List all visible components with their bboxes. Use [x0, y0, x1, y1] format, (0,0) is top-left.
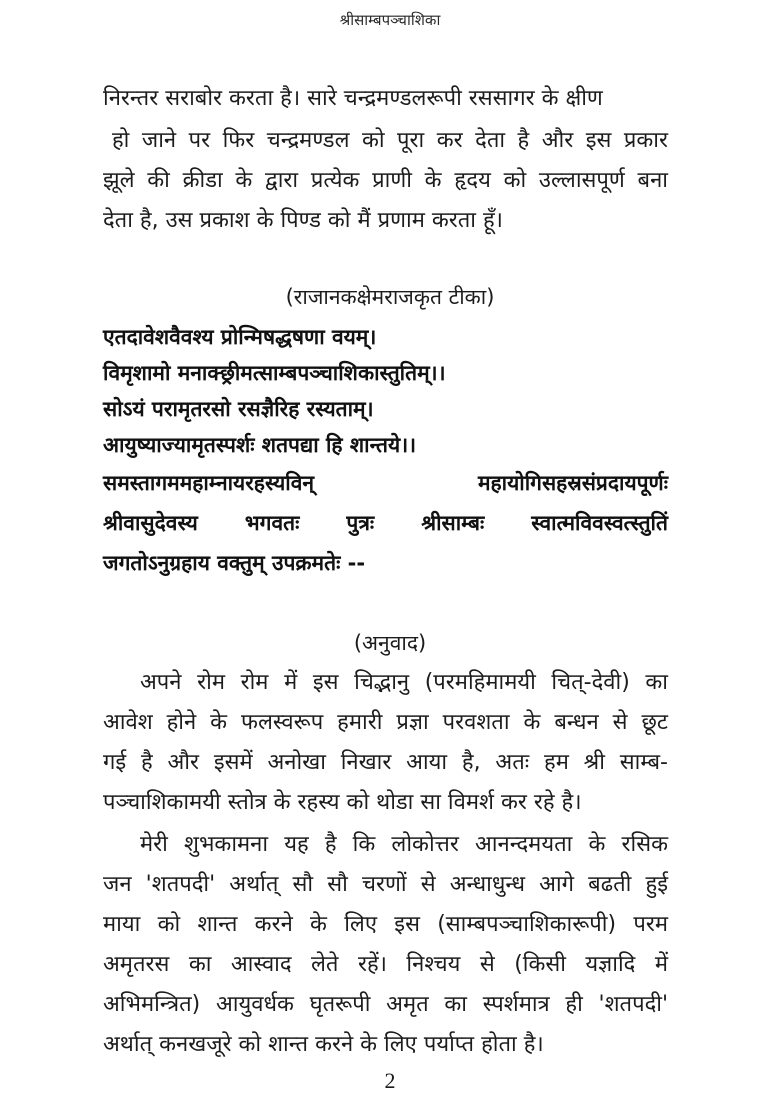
prose-line: श्रीवासुदेवस्य भगवतः पुत्रः श्रीसाम्बः स्वात्मविवस्वत्स्तुतिं [103, 511, 668, 535]
running-head: श्रीसाम्बपञ्चाशिका [339, 11, 441, 29]
text-line: निरन्तर सराबोर करता है। सारे चन्द्रमण्डलरूपी रससागर के क्षीण [103, 86, 603, 111]
text-line: हो जाने पर फिर चन्द्रमण्डल को पूरा कर देता है और इस प्रकार [112, 128, 668, 153]
text-line: अभिमन्त्रित) आयुवर्धक घृतरूपी अमृत का स्पर्शमात्र ही 'शतपदी' [103, 992, 668, 1017]
text-line: अमृतरस का आस्वाद लेते रहें। निश्चय से (किसी यज्ञादि में [103, 952, 668, 977]
text-line: मेरी शुभकामना यह है कि लोकोत्तर आनन्दमयता के रसिक [140, 832, 668, 857]
verse-line: एतदावेशवैवश्य प्रोन्मिषद्धषणा वयम्। [103, 325, 377, 349]
text-line: देता है, उस प्रकाश के पिण्ड को मैं प्रणाम करता हूँ। [103, 208, 504, 233]
text-line: अपने रोम रोम में इस चिद्भानु (परमहिमामयी चित्-देवी) का [140, 670, 668, 695]
page-number: 2 [384, 1068, 396, 1093]
verse-line: सोऽयं परामृतरसो रसज्ञैरिह रस्यताम्। [103, 397, 374, 421]
text-line: गई है और इसमें अनोखा निखार आया है, अतः हम श्री साम्ब- [103, 750, 668, 775]
verse-line: विमृशामो मनाक्छ्रीमत्साम्बपञ्चाशिकास्तुतिम्।। [103, 361, 446, 385]
text-line: अर्थात् कनखजूरे को शान्त करने के लिए पर्याप्त होता है। [103, 1032, 544, 1057]
text-line: झूले की क्रीडा के द्वारा प्रत्येक प्राणी के हृदय को उल्लासपूर्ण बना [103, 168, 668, 193]
translation-heading: (अनुवाद) [353, 631, 427, 655]
verse-line: आयुष्याज्यामृतस्पर्शः शतपद्या हि शान्तये।। [103, 433, 417, 457]
text-line: आवेश होने के फलस्वरूप हमारी प्रज्ञा परवशता के बन्धन से छूट [103, 710, 668, 735]
text-line: जन 'शतपदी' अर्थात् सौ सौ चरणों से अन्धाधुन्ध आगे बढती हुई [103, 872, 668, 897]
prose-line: समस्तागममहाम्नायरहस्यविन् महायोगिसहस्रसंप्रदायपूर्णः [103, 471, 668, 495]
text-line: पञ्चाशिकामयी स्तोत्र के रहस्य को थोडा सा विमर्श कर रहे है। [103, 790, 582, 815]
prose-line: जगतोऽनुग्रहाय वक्तुम् उपक्रमतेः -- [103, 551, 366, 575]
commentary-heading: (राजानकक्षेमराजकृत टीका) [285, 285, 495, 309]
text-line: माया को शान्त करने के लिए इस (साम्बपञ्चाशिकारूपी) परम [103, 912, 668, 937]
